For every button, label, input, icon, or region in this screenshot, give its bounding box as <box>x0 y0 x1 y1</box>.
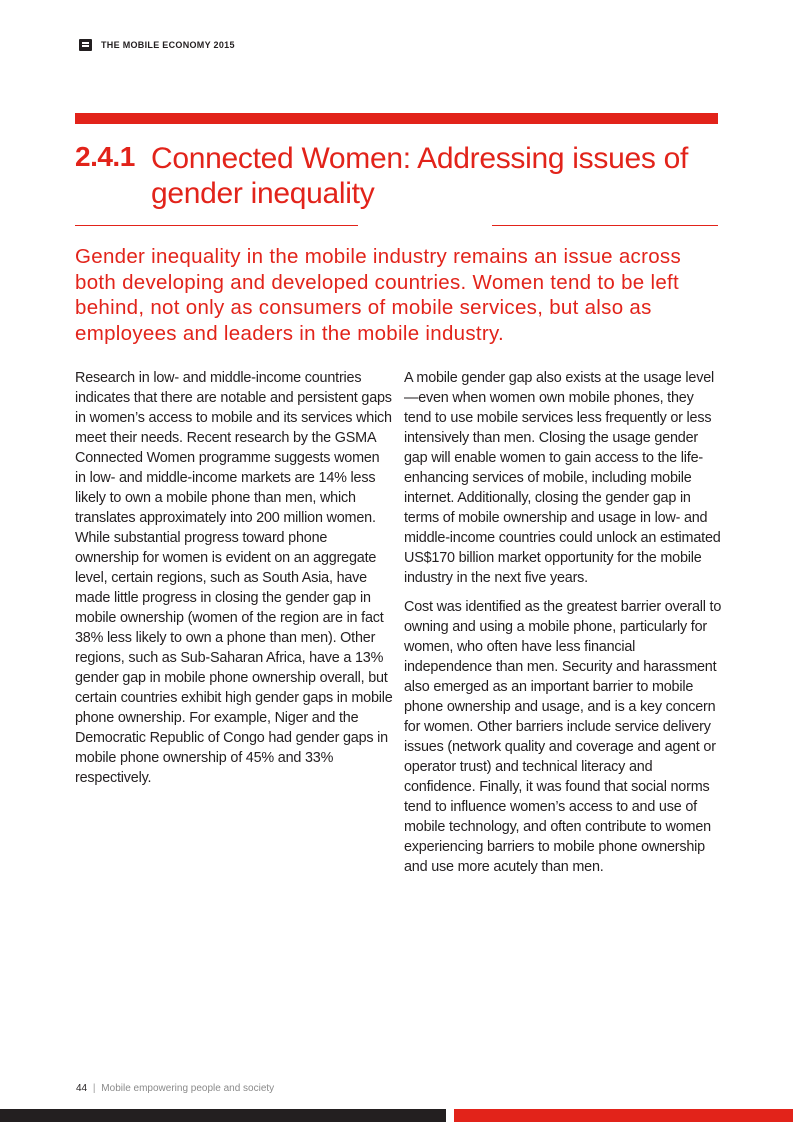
page-number: 44 <box>76 1083 88 1094</box>
footer-bar-red <box>454 1109 793 1122</box>
intro-paragraph: Gender inequality in the mobile industry remains an issue across both developing and developed countries. Women tend to be left behind, not only as consumers of mobile services, but also as employees and leaders in the mobile industry. <box>75 245 682 345</box>
footer-bar-dark <box>0 1109 446 1122</box>
footer-section-text: Mobile empowering people and society <box>101 1083 275 1094</box>
body-column-right <box>404 368 722 886</box>
title-rule-left <box>75 225 358 226</box>
gsma-logo-icon <box>79 39 92 51</box>
section-number: 2.4.1 <box>75 141 135 172</box>
running-header: THE MOBILE ECONOMY 2015 <box>101 40 235 50</box>
body-paragraph: A mobile gender gap also exists at the usage level—even when women own mobile phones, they tend to use mobile services less frequently or less intensively than men. Closing the usage gender gap will enable women to gain access to the life-enhancing services of mobile, including mobile internet. Additionally, closing the gender gap in terms of mobile ownership and usage in low- and middle-income countries could unlock an estimated US$170 billion market opportunity for the mobile industry in the next five years. <box>404 370 721 586</box>
title-rule-right <box>492 225 718 226</box>
footer-separator: | <box>92 1083 96 1094</box>
body-column-left <box>75 368 393 797</box>
section-title: Connected Women: Addressing issues of gender inequality <box>151 142 688 210</box>
body-paragraph: Research in low- and middle-income countries indicates that there are notable and persistent gaps in women’s access to mobile and its services which meet their needs. Recent research by the GSMA Connected Women programme suggests women in low- and middle-income markets are 14% less likely to own a mobile phone than men, which translates approximately into 200 million women. While substantial progress toward phone ownership for women is evident on an aggregate level, certain regions, such as South Asia, have made little progress in closing the gender gap in mobile ownership (women of the region are in fact 38% less likely to own a phone than men). Other regions, such as Sub-Saharan Africa, have a 13% gender gap in mobile phone ownership overall, but certain countries exhibit high gender gaps in mobile phone ownership. For example, Niger and the Democratic Republic of Congo had gender gaps in mobile phone ownership of 45% and 33% respectively. <box>75 370 393 786</box>
page-footer <box>76 1083 274 1094</box>
body-paragraph: Cost was identified as the greatest barrier overall to owning and using a mobile phone, particularly for women, who often have less financial independence than men. Security and harassment also emerged as an important barrier to mobile phone ownership and usage, and is a key concern for women. Other barriers include service delivery issues (network quality and coverage and agent or operator trust) and technical literacy and confidence. Finally, it was found that social norms tend to influence women’s access to and use of mobile technology, and often contribute to women experiencing barriers to mobile phone ownership and use more acutely than men. <box>404 599 722 875</box>
section-top-bar <box>75 113 718 124</box>
